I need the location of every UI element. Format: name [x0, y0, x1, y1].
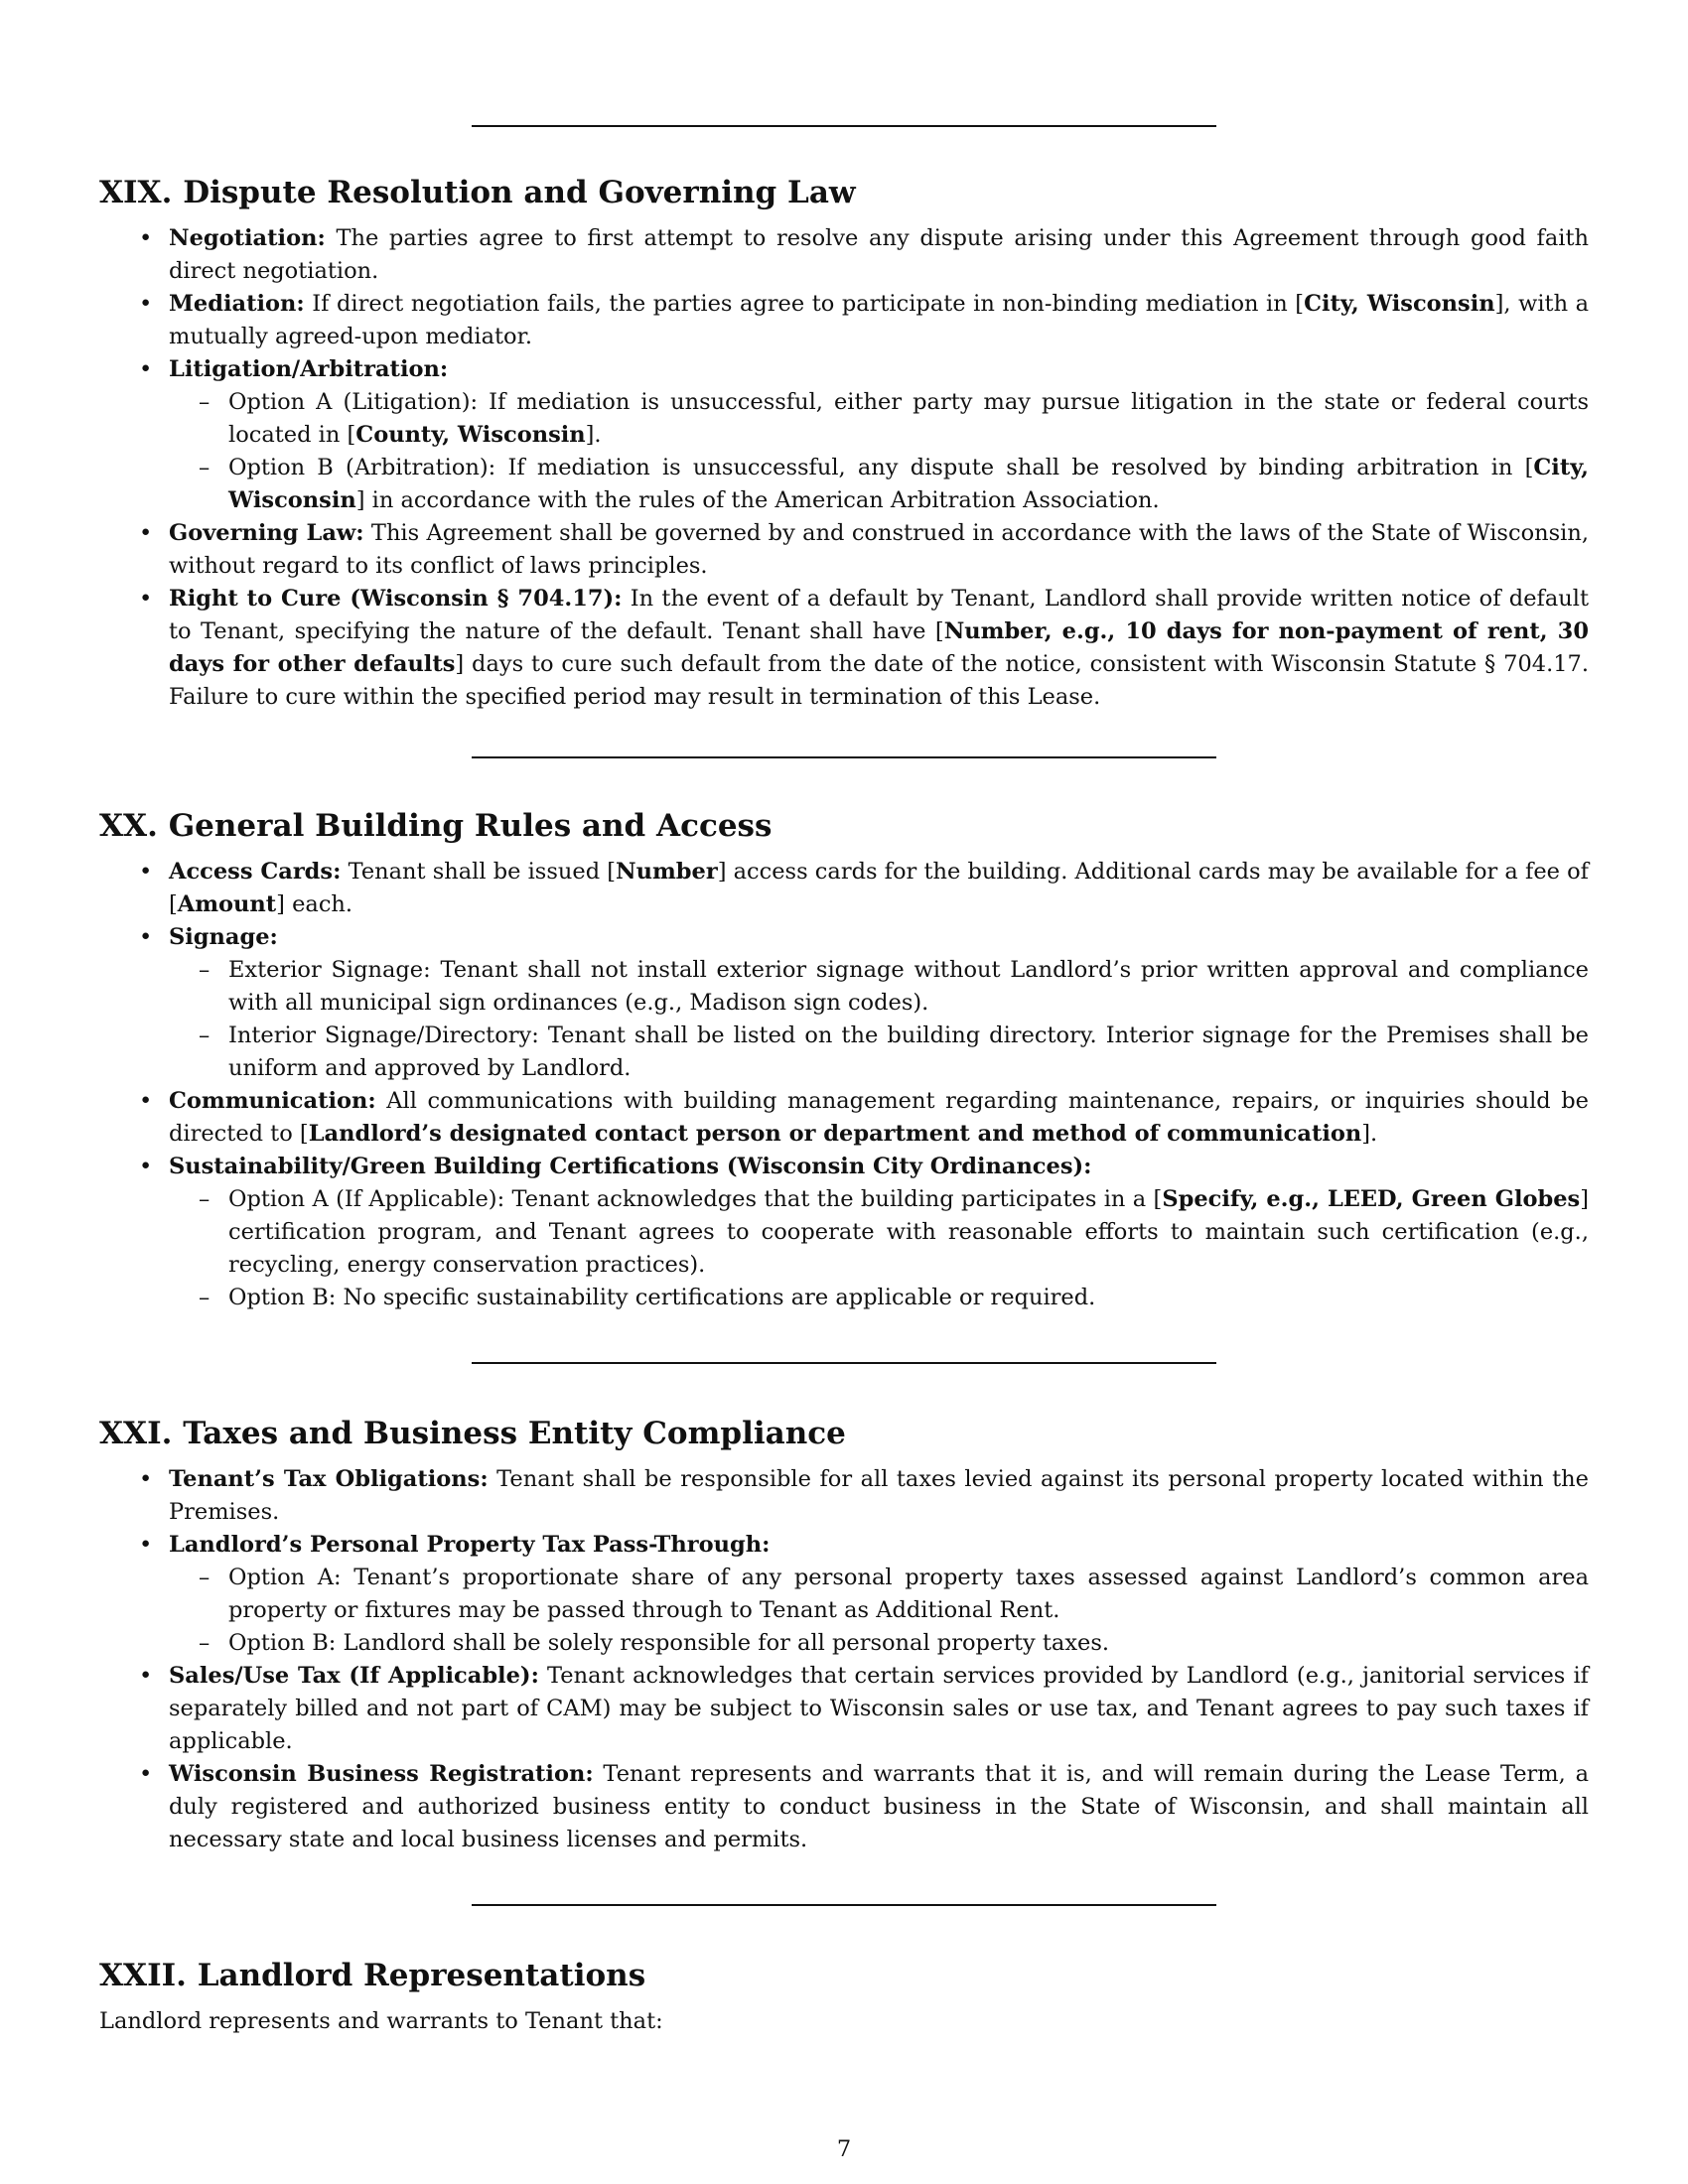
- sub-list: [169, 954, 1589, 1085]
- item-label: Signage:: [169, 924, 278, 950]
- placeholder: County, Wisconsin: [355, 422, 586, 448]
- list-item: • Governing Law: This Agreement shall be governed by and construed in accordance with the laws of the State of Wisconsin, without regard to its conflict of laws principles.: [99, 517, 1589, 583]
- section-divider: [472, 125, 1216, 127]
- list-item: • Wisconsin Business Registration: Tenant represents and warrants that it is, and will remain during the Lease Term, a duly registered and authorized business entity to conduct business in the State of Wisconsin, and shall maintain all necessary state and local business licenses and permits.: [99, 1758, 1589, 1856]
- item-label: Litigation/Arbitration:: [169, 356, 449, 382]
- item-label: Wisconsin Business Registration:: [169, 1761, 594, 1787]
- item-label: Governing Law:: [169, 520, 364, 546]
- placeholder: Specify, e.g., LEED, Green Globes: [1162, 1186, 1581, 1212]
- bullet-list: [99, 856, 1589, 1314]
- bullet-list: [99, 1463, 1589, 1856]
- sub-list: [169, 386, 1589, 517]
- list-item: [99, 353, 1589, 517]
- item-label: Landlord’s Personal Property Tax Pass-Through:: [169, 1532, 771, 1558]
- sub-item: – Option A: Tenant’s proportionate share of any personal property taxes assessed against Landlord’s common area property or fixtures may be passed through to Tenant as Additional Rent.: [169, 1562, 1589, 1627]
- list-item: • Sales/Use Tax (If Applicable): Tenant acknowledges that certain services provided by Landlord (e.g., janitorial services if separately billed and not part of CAM) may be subject to Wisconsin sales or use tax, and Tenant agrees to pay such taxes if applicable.: [99, 1660, 1589, 1758]
- item-label: Sales/Use Tax (If Applicable):: [169, 1663, 539, 1689]
- list-item: • Right to Cure (Wisconsin § 704.17): In the event of a default by Tenant, Landlord shall provide written notice of default to Tenant, specifying the nature of the default. Tenant shall have [Number, e.g., 10 days for non-payment of rent, 30 days for other defaults] days to cure such default from the date of the notice, consistent with Wisconsin Statute § 704.17. Failure to cure within the specified period may result in termination of this Lease.: [99, 583, 1589, 714]
- section-xix: [99, 173, 1589, 714]
- item-label: Access Cards:: [169, 859, 342, 885]
- item-label: Communication:: [169, 1088, 376, 1114]
- item-label: Right to Cure (Wisconsin § 704.17):: [169, 586, 623, 612]
- document-page: [99, 0, 1589, 2184]
- list-item: • Mediation: If direct negotiation fails, the parties agree to participate in non-binding mediation in [City, Wisconsin], with a mutually agreed-upon mediator.: [99, 288, 1589, 353]
- placeholder: Amount: [177, 891, 277, 917]
- list-item: [99, 921, 1589, 1085]
- section-heading: XXI. Taxes and Business Entity Compliance: [99, 1416, 846, 1451]
- section-heading: XXII. Landlord Representations: [99, 1958, 646, 1993]
- section-divider: [472, 756, 1216, 758]
- item-label: Negotiation:: [169, 225, 326, 251]
- sub-list: [169, 1562, 1589, 1660]
- section-divider: [472, 1362, 1216, 1364]
- sub-item: – Option A (Litigation): If mediation is unsuccessful, either party may pursue litigation in the state or federal courts located in [County, Wisconsin].: [169, 386, 1589, 452]
- item-label: Sustainability/Green Building Certifications (Wisconsin City Ordinances):: [169, 1154, 1092, 1179]
- item-label: Mediation:: [169, 291, 305, 317]
- sub-item: – Exterior Signage: Tenant shall not install exterior signage without Landlord’s prior written approval and compliance with all municipal sign ordinances (e.g., Madison sign codes).: [169, 954, 1589, 1020]
- list-item: [99, 1151, 1589, 1314]
- sub-item: – Option B: Landlord shall be solely responsible for all personal property taxes.: [169, 1627, 1589, 1660]
- sub-item: – Interior Signage/Directory: Tenant shall be listed on the building directory. Interior signage for the Premises shall be uniform and approved by Landlord.: [169, 1020, 1589, 1085]
- placeholder: Number: [616, 859, 718, 885]
- placeholder: Number, e.g., 10 days for non-payment of rent, 30 days for other defaults: [169, 618, 1589, 677]
- sub-item: – Option B: No specific sustainability certifications are applicable or required.: [169, 1282, 1589, 1314]
- placeholder: Landlord’s designated contact person or department and method of communication: [308, 1121, 1362, 1147]
- list-item: • Tenant’s Tax Obligations: Tenant shall be responsible for all taxes levied against its personal property located within the Premises.: [99, 1463, 1589, 1529]
- page-number: 7: [836, 2136, 852, 2162]
- sub-item: – Option A (If Applicable): Tenant acknowledges that the building participates in a [Specify, e.g., LEED, Green Globes] certification program, and Tenant agrees to cooperate with reasonable efforts to maintain such certification (e.g., recycling, energy conservation practices).: [169, 1183, 1589, 1282]
- section-heading: XX. General Building Rules and Access: [99, 808, 773, 844]
- list-item: [99, 1529, 1589, 1660]
- section-xxii: [99, 1956, 1589, 2038]
- bullet-list: [99, 222, 1589, 714]
- sub-item: – Option B (Arbitration): If mediation is unsuccessful, any dispute shall be resolved by binding arbitration in [City, Wisconsin] in accordance with the rules of the American Arbitration Association.: [169, 452, 1589, 517]
- section-intro: Landlord represents and warrants to Tenant that:: [99, 2008, 663, 2034]
- placeholder: City, Wisconsin: [1304, 291, 1495, 317]
- list-item: • Negotiation: The parties agree to first attempt to resolve any dispute arising under this Agreement through good faith direct negotiation.: [99, 222, 1589, 288]
- placeholder: City, Wisconsin: [228, 455, 1589, 513]
- section-heading: XIX. Dispute Resolution and Governing Law: [99, 175, 856, 210]
- section-xx: [99, 806, 1589, 1314]
- section-divider: [472, 1904, 1216, 1906]
- list-item: • Access Cards: Tenant shall be issued [Number] access cards for the building. Additional cards may be available for a fee of [Amount] each.: [99, 856, 1589, 921]
- section-xxi: [99, 1414, 1589, 1856]
- sub-list: [169, 1183, 1589, 1314]
- item-label: Tenant’s Tax Obligations:: [169, 1466, 489, 1492]
- list-item: • Communication: All communications with building management regarding maintenance, repairs, or inquiries should be directed to [Landlord’s designated contact person or department and method of communication].: [99, 1085, 1589, 1151]
